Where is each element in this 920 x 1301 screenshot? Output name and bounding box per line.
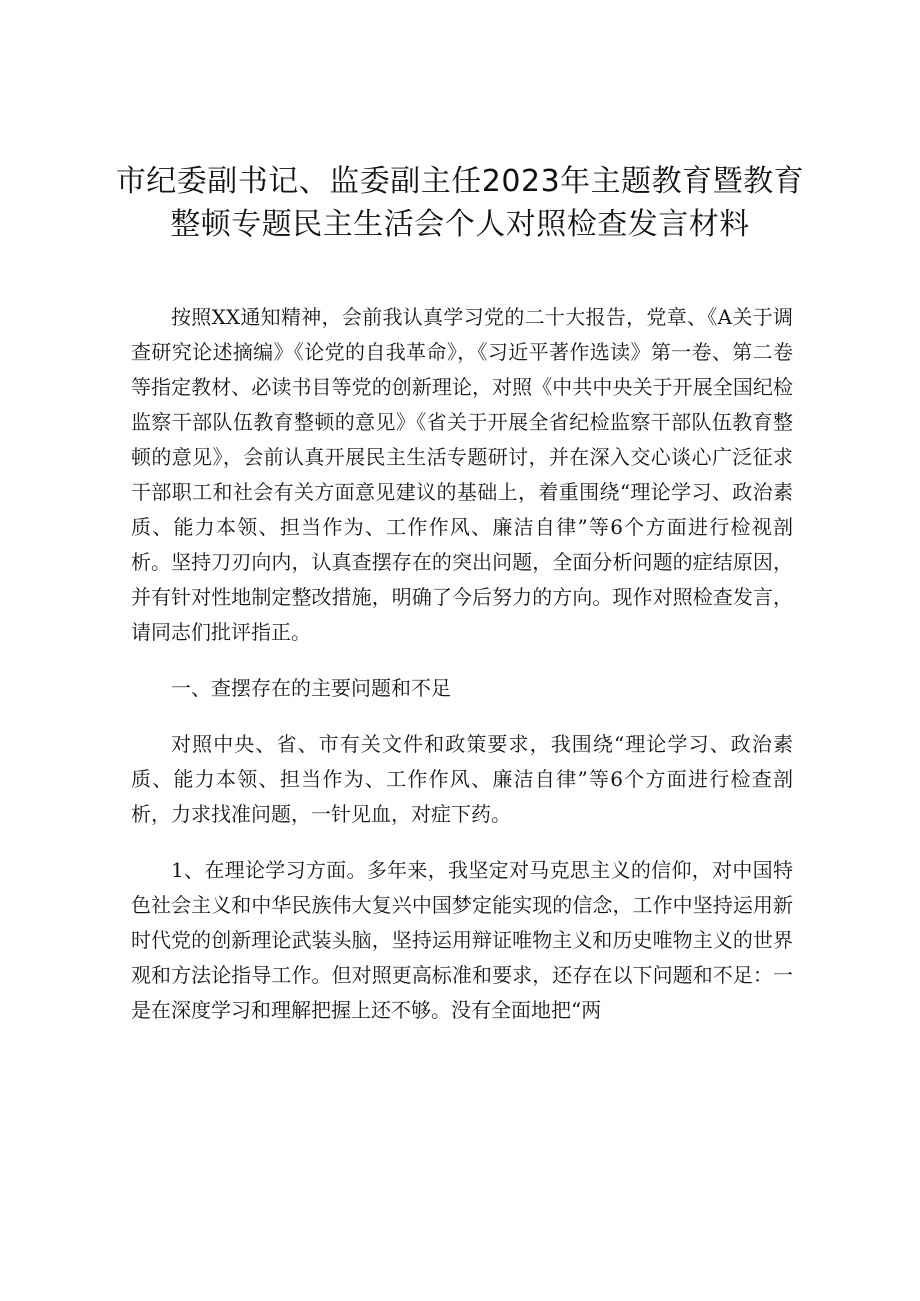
document-body xyxy=(131,300,793,1028)
document-title: 市纪委副书记、监委副主任2023年主题教育暨教育整顿专题民主生活会个人对照检查发言材料 xyxy=(115,164,805,242)
intro-paragraph: 按照XX通知精神，会前我认真学习党的二十大报告，党章、《A关于调查研究论述摘编》《论党的自我革命》，《习近平著作选读》第一卷、第二卷等指定教材、必读书目等党的创新理论，对照《中共中央关于开展全国纪检监察干部队伍教育整顿的意见》《省关于开展全省纪检监察干部队伍教育整顿的意见》，会前认真开展民主生活专题研讨，并在深入交心谈心广泛征求干部职工和社会有关方面意见建议的基础上，着重围绕“理论学习、政治素质、能力本领、担当作为、工作作风、廉洁自律”等6个方面进行检视剖析。坚持刀刃向内，认真查摆存在的突出问题，全面分析问题的症结原因，并有针对性地制定整改措施，明确了今后努力的方向。现作对照检查发言，请同志们批评指正。 xyxy=(131,305,793,644)
section-heading: 一、查摆存在的主要问题和不足 xyxy=(171,676,451,700)
section-paragraph: 对照中央、省、市有关文件和政策要求，我围绕“理论学习、政治素质、能力本领、担当作为、工作作风、廉洁自律”等6个方面进行检查剖析，力求找准问题，一针见血，对症下药。 xyxy=(131,732,793,826)
theory-study-paragraph: 1、在理论学习方面。多年来，我坚定对马克思主义的信仰，对中国特色社会主义和中华民族伟大复兴中国梦定能实现的信念，工作中坚持运用新时代党的创新理论武装头脑，坚持运用辩证唯物主义和历史唯物主义的世界观和方法论指导工作。但对照更高标准和要求，还存在以下问题和不足：一是在深度学习和理解把握上还不够。没有全面地把“两 xyxy=(131,858,793,1022)
